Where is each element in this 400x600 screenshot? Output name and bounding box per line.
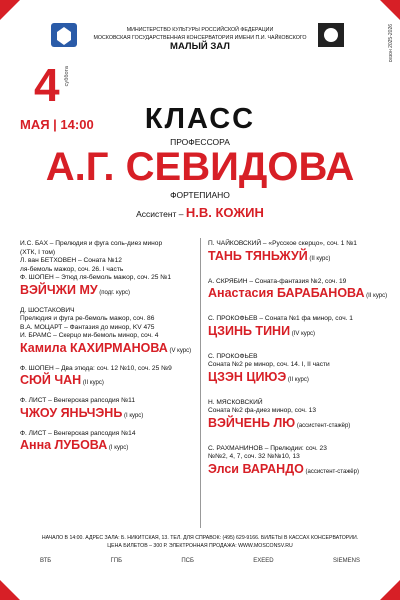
program-item <box>208 445 388 480</box>
assistant-name: Н.В. КОЖИН <box>185 205 264 220</box>
work-line: А. СКРЯБИН – Соната-фантазия №2, соч. 19 <box>208 277 347 285</box>
corner-decoration <box>380 0 400 20</box>
sponsor-logo: ВТБ <box>40 558 52 564</box>
work-line: С. ПРОКОФЬЕВ – Соната №1 фа минор, соч. 1 <box>208 315 353 322</box>
performer-course: (IV курс) <box>290 330 316 337</box>
program-item <box>20 397 196 424</box>
work-line: (ХТК, I том) <box>20 248 56 256</box>
performer-course: (V курс) <box>167 347 192 354</box>
professor-label: ПРОФЕССОРА <box>170 137 230 147</box>
footer-line-2: ЦЕНА БИЛЕТОВ – 300 Р. ЭЛЕКТРОННАЯ ПРОДАЖА: WWW.MOSCONSV.RU <box>107 542 293 549</box>
performer-course: (подг. курс) <box>97 289 131 296</box>
work-line: Д. ШОСТАКОВИЧ <box>20 306 75 314</box>
season-label: сезон 2025-2026 <box>388 24 394 63</box>
work-line: Соната №2 ре минор, соч. 14. I, II части <box>208 361 330 368</box>
work-line: С. РАХМАНИНОВ – Прелюдии: соч. 23 <box>208 444 327 452</box>
work-line: И.С. БАХ – Прелюдия и фуга соль-диез минор <box>20 240 163 247</box>
instrument-label: ФОРТЕПИАНО <box>170 190 230 200</box>
work-line: Соната №2 фа-диез минор, соч. 13 <box>208 407 316 414</box>
program-item <box>208 315 388 342</box>
work-line: Прелюдия и фуга ре-бемоль мажор, соч. 86 <box>20 315 155 322</box>
date-month-time: МАЯ | 14:00 <box>20 117 94 132</box>
hall-name: МАЛЫЙ ЗАЛ <box>170 41 230 52</box>
performer-name: ЦЗЭН ЦИЮЭ (II курс) <box>208 369 309 384</box>
performer-name: Анна ЛУБОВА (I курс) <box>20 438 129 452</box>
performer-course: (ассистент-стажёр) <box>295 422 351 429</box>
performer-name: Элси ВАРАНДО (ассистент-стажёр) <box>208 461 359 476</box>
work-line: №№2, 4, 7, соч. 32 №№10, 13 <box>208 453 300 460</box>
sponsor-logo: ГПБ <box>110 558 123 564</box>
performer-course: (II курс) <box>307 255 331 262</box>
sponsor-logos <box>40 558 360 564</box>
corner-decoration <box>0 0 20 20</box>
work-line: Ф. ШОПЕН – Два этюда: соч. 12 №10, соч. 25 №9 <box>20 364 172 372</box>
performer-name: ТАНЬ ТЯНЬЖУЙ (II курс) <box>208 248 331 263</box>
program-item <box>20 307 196 359</box>
sponsor-logo: ПСБ <box>181 558 194 564</box>
ministry-text: МИНИСТЕРСТВО КУЛЬТУРЫ РОССИЙСКОЙ ФЕДЕРАЦИИ <box>126 27 274 33</box>
program-item <box>208 240 388 267</box>
conservatory-text: МОСКОВСКАЯ ГОСУДАРСТВЕННАЯ КОНСЕРВАТОРИЯ ИМЕНИ П.И. ЧАЙКОВСКОГО <box>93 35 307 41</box>
performer-name: ЦЗИНЬ ТИНИ (IV курс) <box>208 323 316 338</box>
column-divider <box>200 238 201 528</box>
footer-info <box>0 535 400 550</box>
performer-name: Камила КАХИРМАНОВА (V курс) <box>20 340 192 355</box>
date-day: 4 <box>34 59 60 111</box>
work-line: П. ЧАЙКОВСКИЙ – «Русское скерцо», соч. 1 №1 <box>208 240 357 247</box>
date-weekday: суббота <box>64 66 70 87</box>
performer-course: (I курс) <box>107 445 129 451</box>
performer-name: ВЭЙЧЕНЬ ЛЮ (ассистент-стажёр) <box>208 415 351 430</box>
footer-line-1: НАЧАЛО В 14:00. АДРЕС ЗАЛА: Б. НИКИТСКАЯ, 13. ТЕЛ. ДЛЯ СПРАВОК: (495) 629-9166. БИЛЕТЫ В КАССАХ КОНСЕРВАТОРИИ. <box>41 535 359 541</box>
work-line: Н. МЯСКОВСКИЙ <box>208 398 263 406</box>
program-item <box>20 365 196 392</box>
program-item <box>208 399 388 434</box>
professor-name: А.Г. СЕВИДОВА <box>45 145 355 189</box>
program-item <box>208 278 388 305</box>
corner-decoration <box>380 580 400 600</box>
sponsor-logo: EXEED <box>253 558 274 564</box>
performer-course: (II курс) <box>286 376 309 383</box>
sponsor-logo: SIEMENS <box>332 558 360 564</box>
program-item <box>20 240 196 301</box>
performer-course: (II курс) <box>364 293 388 299</box>
performer-name: Анастасия БАРАБАНОВА (II курс) <box>208 286 388 300</box>
assistant-line <box>0 205 400 220</box>
performer-course: (I курс) <box>122 412 144 419</box>
concert-title: КЛАСС <box>144 103 256 135</box>
performer-course: (II курс) <box>81 380 104 386</box>
corner-decoration <box>0 580 20 600</box>
performer-course: (ассистент-стажёр) <box>303 468 359 475</box>
work-line: Ф. ЛИСТ – Венгерская рапсодия №14 <box>20 429 136 437</box>
program-item <box>208 353 388 388</box>
performer-name: ВЭЙЧЖИ МУ (подг. курс) <box>20 282 131 297</box>
work-line: Ф. ШОПЕН – Этюд ля-бемоль мажор, соч. 25 №1 <box>20 274 171 281</box>
work-line: И. БРАМС – Скерцо ми-бемоль минор, соч. 4 <box>20 332 159 339</box>
work-line: Ф. ЛИСТ – Венгерская рапсодия №11 <box>20 397 135 404</box>
work-line: ля-бемоль мажор, соч. 26. I часть <box>20 265 124 273</box>
assistant-label: Ассистент – <box>136 209 184 219</box>
program-item <box>20 430 196 457</box>
work-line: С. ПРОКОФЬЕВ <box>208 352 258 360</box>
performer-name: СЮЙ ЧАН (II курс) <box>20 373 104 387</box>
work-line: Л. ван БЕТХОВЕН – Соната №12 <box>20 257 122 264</box>
header-organization <box>60 26 340 42</box>
work-line: В.А. МОЦАРТ – Фантазия до минор, KV 475 <box>20 323 155 331</box>
performer-name: ЧЖОУ ЯНЬЧЭНЬ (I курс) <box>20 405 144 420</box>
